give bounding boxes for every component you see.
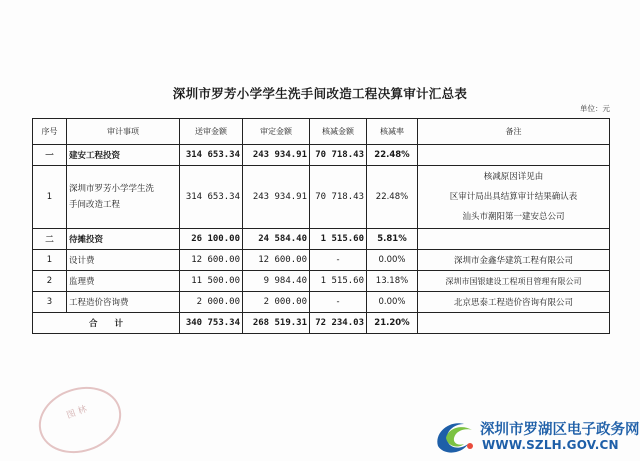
cell-rate: 0.00%	[367, 250, 418, 271]
watermark-site-url: WWW.SZLH.GOV.CN	[482, 438, 619, 452]
cell-remarks: 深圳市金鑫华建筑工程有限公司	[418, 250, 610, 271]
cell-rate: 5.81%	[367, 229, 418, 250]
cell-seq: 一	[33, 145, 67, 166]
cell-submitted: 2 000.00	[180, 292, 243, 313]
cell-item: 监理费	[67, 271, 180, 292]
cell-total-submitted: 340 753.34	[180, 313, 243, 334]
header-submitted: 送审金额	[180, 119, 243, 145]
cell-total-remarks	[418, 313, 610, 334]
cell-seq: 二	[33, 229, 67, 250]
remarks-line: 核减原因详见由	[483, 172, 544, 182]
site-watermark-logo	[432, 414, 640, 458]
cell-approved: 2 000.00	[243, 292, 310, 313]
cell-approved: 243 934.91	[243, 145, 310, 166]
cell-remarks	[418, 166, 610, 229]
document-title: 深圳市罗芳小学学生洗手间改造工程决算审计汇总表	[172, 86, 468, 101]
swirl-logo-icon	[432, 416, 478, 456]
seal-stamp-icon	[30, 377, 130, 463]
table-row	[33, 292, 610, 313]
cell-reduced: -	[310, 250, 367, 271]
cell-total-approved: 268 519.31	[243, 313, 310, 334]
header-remarks: 备注	[418, 119, 610, 145]
cell-submitted: 314 653.34	[180, 145, 243, 166]
table-row	[33, 250, 610, 271]
remarks-line: 汕头市潮阳第一建安总公司	[462, 212, 565, 222]
header-approved: 审定金额	[243, 119, 310, 145]
table-row	[33, 145, 610, 166]
cell-item: 待摊投资	[67, 229, 180, 250]
cell-reduced: 1 515.60	[310, 271, 367, 292]
header-rate: 核减率	[367, 119, 418, 145]
cell-item: 设计费	[67, 250, 180, 271]
cell-submitted: 12 600.00	[180, 250, 243, 271]
cell-approved: 24 584.40	[243, 229, 310, 250]
cell-rate: 22.48%	[367, 145, 418, 166]
cell-approved: 12 600.00	[243, 250, 310, 271]
cell-rate: 13.18%	[367, 271, 418, 292]
cell-remarks	[418, 145, 610, 166]
cell-total-label: 合 计	[33, 313, 180, 334]
cell-remarks: 深圳市国银建设工程项目管理有限公司	[418, 271, 610, 292]
seal-stamp-text: 图 林	[65, 404, 89, 422]
cell-remarks: 北京思泰工程造价咨询有限公司	[418, 292, 610, 313]
cell-reduced: 70 718.43	[310, 166, 367, 229]
table-total-row	[33, 313, 610, 334]
cell-item: 建安工程投资	[67, 145, 180, 166]
watermark-site-name: 深圳市罗湖区电子政务网	[480, 422, 640, 438]
table-row	[33, 271, 610, 292]
cell-submitted: 11 500.00	[180, 271, 243, 292]
cell-item	[67, 166, 180, 229]
cell-item-line: 手间改造工程	[69, 200, 121, 210]
remarks-line: 区审计局出具结算审计结果确认表	[449, 192, 578, 202]
cell-seq: 2	[33, 271, 67, 292]
table-row	[33, 229, 610, 250]
cell-approved: 243 934.91	[243, 166, 310, 229]
cell-reduced: 1 515.60	[310, 229, 367, 250]
cell-rate: 22.48%	[367, 166, 418, 229]
header-reduced: 核减金额	[310, 119, 367, 145]
cell-remarks	[418, 229, 610, 250]
cell-item-line: 深圳市罗芳小学学生洗	[69, 184, 155, 194]
cell-approved: 9 984.40	[243, 271, 310, 292]
cell-reduced: 70 718.43	[310, 145, 367, 166]
cell-reduced: -	[310, 292, 367, 313]
cell-total-rate: 21.20%	[367, 313, 418, 334]
table-header-row	[33, 119, 610, 145]
cell-total-reduced: 72 234.03	[310, 313, 367, 334]
cell-seq: 1	[33, 250, 67, 271]
audit-summary-table	[32, 118, 610, 334]
cell-submitted: 26 100.00	[180, 229, 243, 250]
cell-seq: 3	[33, 292, 67, 313]
cell-seq: 1	[33, 166, 67, 229]
cell-submitted: 314 653.34	[180, 166, 243, 229]
cell-item: 工程造价咨询费	[67, 292, 180, 313]
unit-label: 单位：元	[580, 104, 610, 113]
cell-rate: 0.00%	[367, 292, 418, 313]
table-row	[33, 166, 610, 229]
header-seq: 序号	[33, 119, 67, 145]
header-item: 审计事项	[67, 119, 180, 145]
